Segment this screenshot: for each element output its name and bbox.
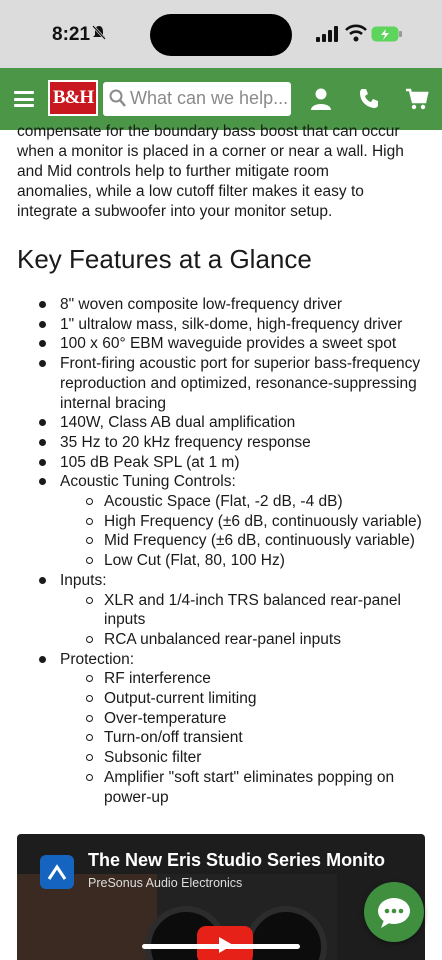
feature-subitem: RCA unbalanced rear-panel inputs (60, 630, 429, 650)
feature-item-group (17, 472, 429, 571)
intro-line: compensate for the boundary bass boost that can occur (17, 123, 400, 140)
feature-subitem: Amplifier "soft start" eliminates popping on power-up (60, 768, 429, 807)
chat-bubble-icon (364, 882, 424, 942)
presonus-logo-icon (40, 855, 74, 889)
feature-subitem: XLR and 1/4-inch TRS balanced rear-panel inputs (60, 591, 429, 630)
wifi-icon (345, 24, 367, 42)
feature-subitem: Turn-on/off transient (60, 728, 429, 748)
feature-subitem: Low Cut (Flat, 80, 100 Hz) (60, 551, 429, 571)
feature-subitem: Mid Frequency (±6 dB, continuously variable) (60, 531, 429, 551)
bh-logo[interactable]: B&H (48, 80, 98, 116)
feature-sublist (60, 492, 429, 571)
site-header (0, 68, 442, 130)
channel-avatar[interactable] (40, 855, 74, 889)
menu-icon[interactable] (14, 91, 34, 107)
cellular-signal-icon (316, 26, 340, 42)
feature-list (17, 295, 429, 807)
product-overview (17, 123, 429, 807)
dynamic-island (150, 14, 292, 56)
status-bar (0, 0, 442, 68)
cart-icon[interactable] (405, 87, 429, 111)
feature-subitem: High Frequency (±6 dB, continuously variable) (60, 512, 429, 532)
video-channel[interactable]: PreSonus Audio Electronics (88, 876, 243, 890)
search-input[interactable] (103, 82, 291, 116)
youtube-play-button[interactable] (197, 926, 253, 960)
search-placeholder: What can we help... (130, 88, 289, 108)
feature-subitem: Acoustic Space (Flat, -2 dB, -4 dB) (60, 492, 429, 512)
feature-subitem: Over-temperature (60, 709, 429, 729)
feature-group-label: Protection: (60, 650, 135, 668)
feature-item: 1" ultralow mass, silk-dome, high-frequency driver (17, 315, 429, 335)
chat-button[interactable] (364, 882, 424, 942)
search-icon (109, 88, 127, 108)
feature-sublist (60, 669, 429, 807)
phone-icon[interactable] (358, 87, 380, 111)
silent-bell-icon (92, 25, 106, 41)
battery-charging-icon (371, 26, 403, 42)
feature-group-label: Inputs: (60, 571, 107, 589)
feature-group-label: Acoustic Tuning Controls: (60, 473, 236, 491)
play-icon (197, 926, 253, 960)
feature-subitem: Subsonic filter (60, 748, 429, 768)
feature-item: 105 dB Peak SPL (at 1 m) (17, 453, 429, 473)
intro-line: when a monitor is placed in a corner or near a wall. High (17, 143, 404, 160)
feature-subitem: RF interference (60, 669, 429, 689)
feature-item-group (17, 650, 429, 808)
home-indicator[interactable] (142, 944, 300, 949)
feature-item: 8" woven composite low-frequency driver (17, 295, 429, 315)
account-icon[interactable] (310, 87, 332, 111)
feature-subitem: Output-current limiting (60, 689, 429, 709)
key-features-heading: Key Features at a Glance (17, 244, 312, 274)
overview-paragraph (17, 122, 429, 222)
intro-line: anomalies, while a low cutoff filter makes it easy to (17, 183, 364, 200)
feature-item: 100 x 60° EBM waveguide provides a sweet spot (17, 334, 429, 354)
video-title[interactable]: The New Eris Studio Series Monito (88, 850, 386, 870)
intro-line: integrate a subwoofer into your monitor setup. (17, 203, 333, 220)
feature-item: 140W, Class AB dual amplification (17, 413, 429, 433)
feature-item: 35 Hz to 20 kHz frequency response (17, 433, 429, 453)
clock: 8:21 (52, 24, 91, 45)
feature-item: Front-firing acoustic port for superior bass-frequency reproduction and optimized, resonance-suppressing internal bracing (17, 354, 429, 413)
feature-sublist (60, 591, 429, 650)
feature-item-group (17, 571, 429, 650)
intro-line: and Mid controls help to further mitigate room (17, 163, 329, 180)
